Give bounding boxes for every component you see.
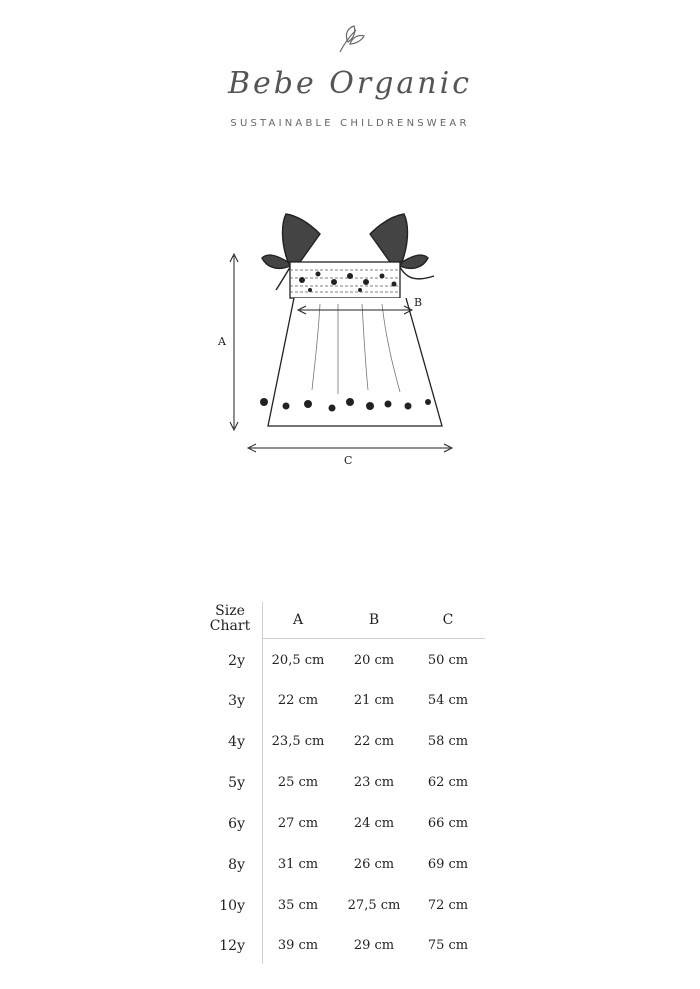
table-row	[205, 693, 495, 713]
measure-a-cell: 25 cm	[277, 775, 319, 790]
measure-b-cell: 23 cm	[353, 775, 395, 790]
brand-tagline: SUSTAINABLE CHILDRENSWEAR	[230, 118, 470, 129]
size-cell: 10y	[219, 898, 245, 914]
table-row	[205, 734, 495, 754]
table-row	[205, 816, 495, 836]
measure-a-cell: 23,5 cm	[271, 734, 325, 749]
brand-name: Bebe Organic	[227, 66, 473, 101]
leaf-icon	[330, 22, 370, 56]
size-chart-header	[205, 604, 255, 634]
measure-b-cell: 27,5 cm	[347, 898, 401, 913]
dimension-a-line	[230, 254, 238, 430]
measure-a-cell: 31 cm	[277, 857, 319, 872]
table-row	[205, 857, 495, 877]
measure-c-cell: 66 cm	[427, 816, 469, 831]
measure-b-cell: 24 cm	[353, 816, 395, 831]
size-cell: 8y	[228, 857, 245, 873]
column-header-c: C	[442, 612, 454, 628]
dress-drawing	[210, 200, 480, 480]
column-header-a: A	[292, 612, 304, 628]
table-row	[205, 653, 495, 673]
size-cell: 3y	[228, 693, 245, 709]
skirt-outline	[268, 298, 442, 426]
measure-a-cell: 39 cm	[277, 938, 319, 953]
measure-b-cell: 29 cm	[353, 938, 395, 953]
measure-b-cell: 20 cm	[353, 653, 395, 668]
size-chart-header-line1: Size	[215, 603, 245, 619]
measure-c-cell: 72 cm	[427, 898, 469, 913]
table-row	[205, 775, 495, 795]
dimension-c-label: C	[344, 454, 353, 467]
measure-a-cell: 35 cm	[277, 898, 319, 913]
measure-c-cell: 75 cm	[427, 938, 469, 953]
size-cell: 5y	[228, 775, 245, 791]
measure-a-cell: 20,5 cm	[271, 653, 325, 668]
size-cell: 4y	[228, 734, 245, 750]
measure-c-cell: 58 cm	[427, 734, 469, 749]
size-cell: 12y	[219, 938, 245, 954]
size-chart-header-line2: Chart	[209, 618, 251, 634]
measure-b-cell: 22 cm	[353, 734, 395, 749]
measure-b-cell: 21 cm	[353, 693, 395, 708]
smocked-bodice	[290, 262, 400, 298]
size-cell: 2y	[228, 653, 245, 669]
column-header-b: B	[368, 612, 380, 628]
dimension-c-line	[248, 444, 452, 452]
dress-measurement-diagram	[210, 200, 480, 480]
size-cell: 6y	[228, 816, 245, 832]
measure-c-cell: 54 cm	[427, 693, 469, 708]
measure-c-cell: 69 cm	[427, 857, 469, 872]
measure-a-cell: 22 cm	[277, 693, 319, 708]
table-header-divider	[262, 638, 485, 639]
table-row	[205, 898, 495, 918]
table-row	[205, 938, 495, 958]
dimension-b-label: B	[414, 296, 423, 309]
measure-c-cell: 50 cm	[427, 653, 469, 668]
measure-a-cell: 27 cm	[277, 816, 319, 831]
measure-b-cell: 26 cm	[353, 857, 395, 872]
measure-c-cell: 62 cm	[427, 775, 469, 790]
dimension-a-label: A	[218, 335, 226, 348]
